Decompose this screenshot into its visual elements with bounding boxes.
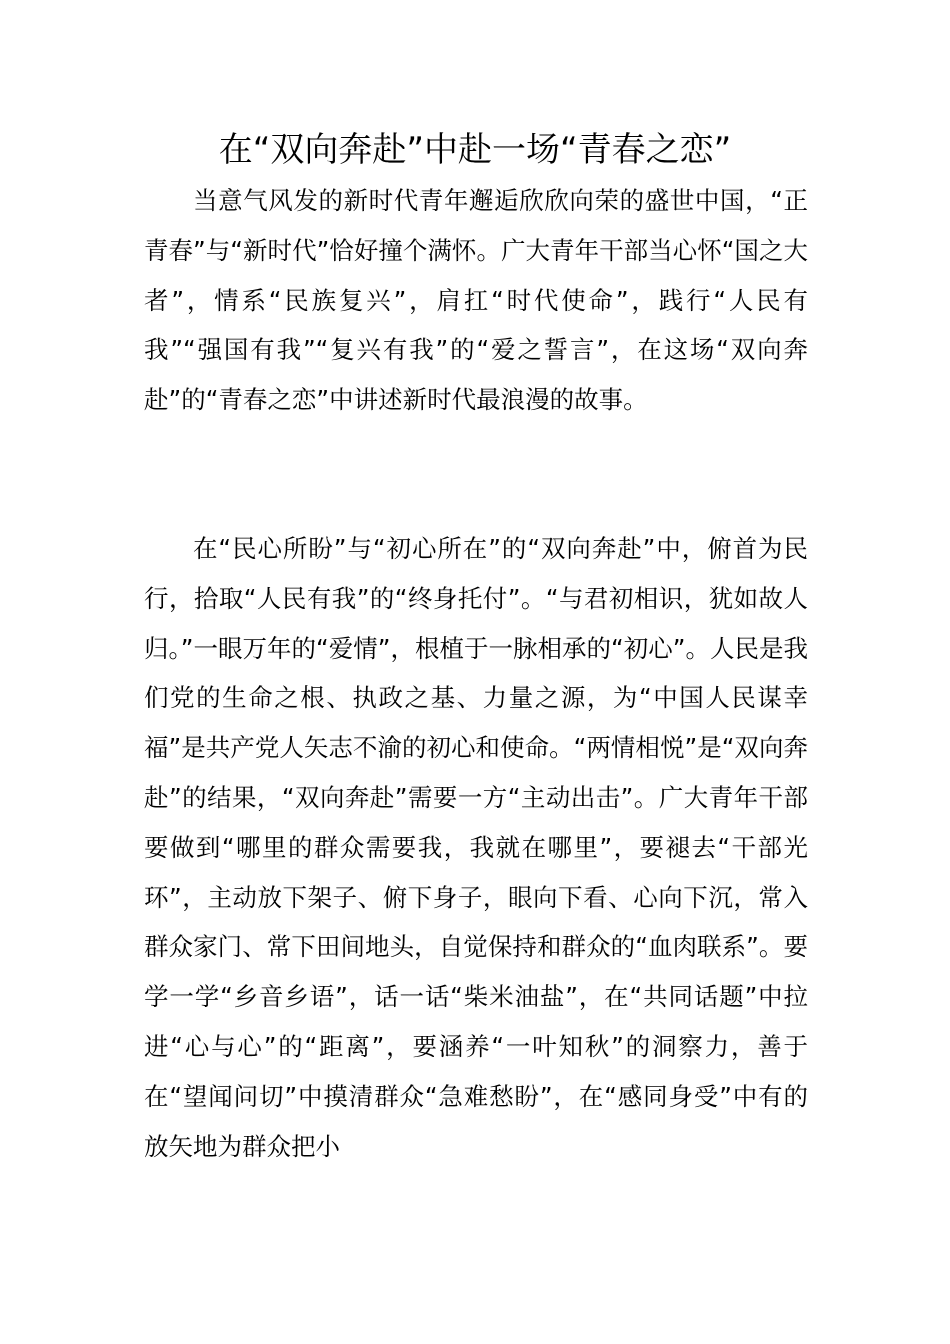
paragraph-2: 在“民心所盼”与“初心所在”的“双向奔赴”中，俯首为民行，拾取“人民有我”的“终身托付”。“与君初相识，犹如故人归。”一眼万年的“爱情”，根植于一脉相承的“初心”。人民是我们党的生命之根、执政之基、力量之源，为“中国人民谋幸福”是共产党人矢志不渝的初心和使命。“两情相悦”是“双向奔赴”的结果，“双向奔赴”需要一方“主动出击”。广大青年干部要做到“哪里的群众需要我，我就在哪里”，要褪去“干部光环”，主动放下架子、俯下身子，眼向下看、心向下沉，常入群众家门、常下田间地头，自觉保持和群众的“血肉联系”。要学一学“乡音乡语”，话一话“柴米油盐”，在“共同话题”中拉进“心与心”的“距离”，要涵养“一叶知秋”的洞察力，善于在“望闻问切”中摸清群众“急难愁盼”，在“感同身受”中有的放矢地为群众把小 — [144, 534, 808, 1161]
paragraph-1: 当意气风发的新时代青年邂逅欣欣向荣的盛世中国，“正青春”与“新时代”恰好撞个满怀。广大青年干部当心怀“国之大者”，情系“民族复兴”，肩扛“时代使命”，践行“人民有我”“强国有我”“复兴有我”的“爱之誓言”，在这场“双向奔赴”的“青春之恋”中讲述新时代最浪漫的故事。 — [144, 186, 808, 415]
document-title: 在“双向奔赴”中赴一场“青春之恋” — [218, 130, 732, 170]
